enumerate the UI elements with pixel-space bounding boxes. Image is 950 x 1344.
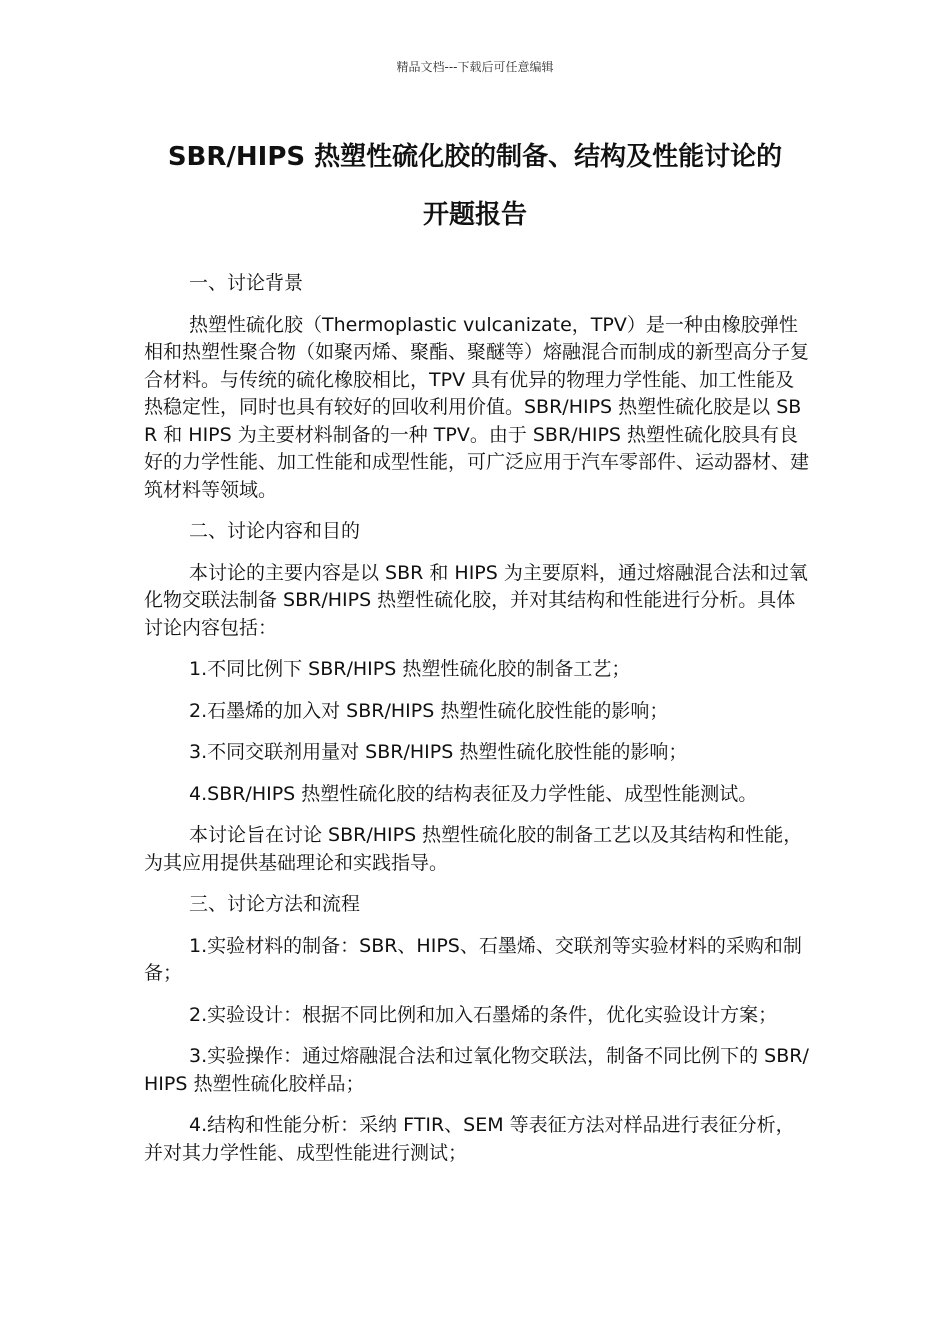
page-header: 精品文档---下载后可任意编辑	[396, 60, 554, 74]
section-3-heading: 三、讨论方法和流程	[189, 893, 361, 915]
section-2-paragraph: 本讨论的主要内容是以 SBR 和 HIPS 为主要原料，通过熔融混合法和过氧化物交联法制备 SBR/HIPS 热塑性硫化胶，并对其结构和性能进行分析。具体讨论内容包括：	[144, 561, 808, 639]
doc-title-line-2: 开题报告	[422, 200, 527, 230]
section-3-item-1: 1.实验材料的制备：SBR、HIPS、石墨烯、交联剂等实验材料的采购和制备；	[144, 934, 802, 984]
section-2-item-2: 2.石墨烯的加入对 SBR/HIPS 热塑性硫化胶性能的影响；	[189, 699, 669, 722]
section-1-heading: 一、讨论背景	[189, 272, 304, 294]
doc-title-line-1: SBR/HIPS 热塑性硫化胶的制备、结构及性能讨论的	[167, 142, 783, 172]
section-2-heading: 二、讨论内容和目的	[189, 520, 361, 542]
section-2-conclusion: 本讨论旨在讨论 SBR/HIPS 热塑性硫化胶的制备工艺以及其结构和性能，为其应用提供基础理论和实践指导。	[144, 824, 803, 874]
section-2-item-3: 3.不同交联剂用量对 SBR/HIPS 热塑性硫化胶性能的影响；	[189, 741, 688, 763]
section-2-item-4: 4.SBR/HIPS 热塑性硫化胶的结构表征及力学性能、成型性能测试。	[189, 782, 758, 805]
section-1-paragraph: 热塑性硫化胶（Thermoplastic vulcanizate，TPV）是一种由橡胶弹性相和热塑性聚合物（如聚丙烯、聚酯、聚醚等）熔融混合而制成的新型高分子复合材料。与传统的硫化橡胶相比，TPV 具有优异的物理力学性能、加工性能及热稳定性，同时也具有较好的回收利用价值。SBR/HIPS 热塑性硫化胶是以 SBR 和 HIPS 为主要材料制备的一种 TPV。由于 SBR/HIPS 热塑性硫化胶具有良好的力学性能、加工性能和成型性能，可广泛应用于汽车零部件、运动器材、建筑材料等领域。	[144, 313, 810, 501]
section-3-item-4: 4.结构和性能分析：采纳 FTIR、SEM 等表征方法对样品进行表征分析，并对其力学性能、成型性能进行测试；	[144, 1114, 795, 1164]
document-body	[144, 270, 810, 1181]
section-3-item-3: 3.实验操作：通过熔融混合法和过氧化物交联法，制备不同比例下的 SBR/HIPS 热塑性硫化胶样品；	[144, 1045, 809, 1095]
section-3-item-2: 2.实验设计：根据不同比例和加入石墨烯的条件，优化实验设计方案；	[189, 1003, 778, 1026]
section-2-item-1: 1.不同比例下 SBR/HIPS 热塑性硫化胶的制备工艺；	[189, 658, 631, 680]
